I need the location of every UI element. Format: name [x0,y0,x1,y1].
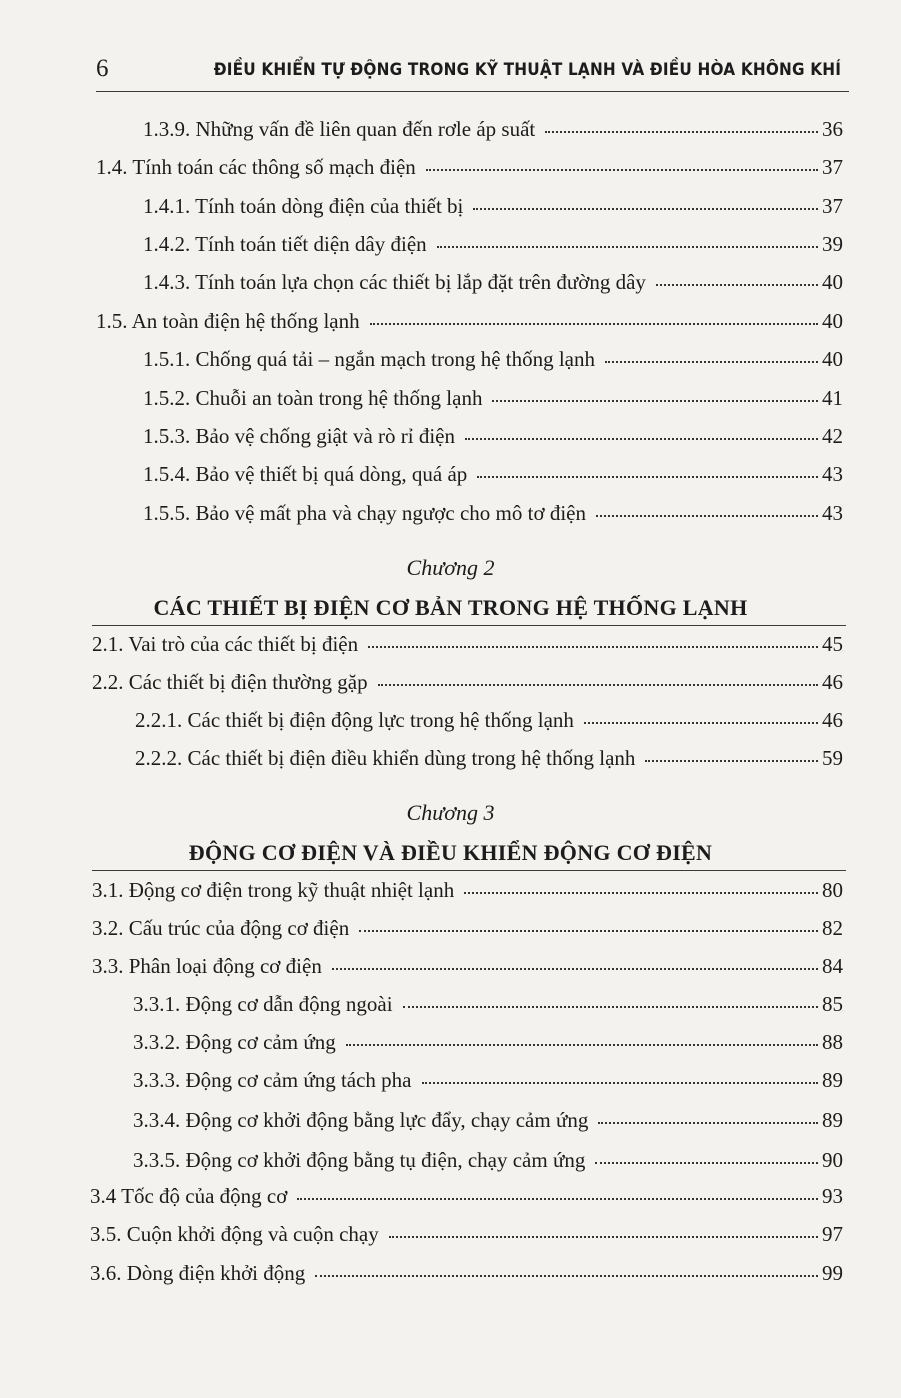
chapter-3-title[interactable]: ĐỘNG CƠ ĐIỆN VÀ ĐIỀU KHIỂN ĐỘNG CƠ ĐIỆN [188,840,713,865]
chapter-2-rule [92,625,846,626]
dot-leader [477,476,818,478]
toc-page-number: 40 [822,309,843,333]
toc-page-number: 43 [822,462,843,486]
header-rule [96,91,849,92]
toc-entry-title: 1.5.4. Bảo vệ thiết bị quá dòng, quá áp [143,462,468,486]
chapter-2-title[interactable]: CÁC THIẾT BỊ ĐIỆN CƠ BẢN TRONG HỆ THỐNG LẠNH [153,595,748,620]
toc-entry-title: 3.4 Tốc độ của động cơ [90,1184,288,1208]
toc-entry-title: 3.3.5. Động cơ khởi động bằng tụ điện, chạy cảm ứng [133,1148,586,1172]
toc-entry-title: 1.4.1. Tính toán dòng điện của thiết bị [143,194,464,218]
dot-leader [437,246,818,248]
toc-entry-1-4-2[interactable] [143,234,843,255]
dot-leader [389,1236,818,1238]
toc-page-number: 93 [822,1184,843,1208]
toc-entry-3-3-4[interactable] [133,1110,843,1131]
page-number: 6 [96,55,109,82]
toc-entry-3-5[interactable] [90,1224,843,1245]
toc-page-number: 84 [822,954,843,978]
toc-page-number: 41 [822,386,843,410]
toc-entry-1-5-5[interactable] [143,503,843,524]
toc-entry-3-3-5[interactable] [133,1150,843,1171]
toc-entry-title: 3.6. Dòng điện khởi động [90,1261,306,1285]
dot-leader [598,1122,818,1124]
toc-entry-3-1[interactable] [92,880,843,901]
toc-entry-title: 3.3.2. Động cơ cảm ứng [133,1030,336,1054]
toc-page-number: 37 [822,155,843,179]
dot-leader [368,646,818,648]
dot-leader [596,515,818,517]
dot-leader [332,968,818,970]
toc-entry-2-2-1[interactable] [135,710,843,731]
dot-leader [422,1082,819,1084]
toc-entry-title: 1.5.5. Bảo vệ mất pha và chạy ngược cho mô tơ điện [143,501,586,525]
toc-entry-title: 1.5.3. Bảo vệ chống giật và rò rỉ điện [143,424,456,448]
toc-entry-title: 2.2.1. Các thiết bị điện động lực trong hệ thống lạnh [135,708,574,732]
toc-page-number: 97 [822,1222,843,1246]
dot-leader [346,1044,818,1046]
dot-leader [359,930,818,932]
toc-entry-2-2-2[interactable] [135,748,843,769]
toc-entry-1-4-1[interactable] [143,196,843,217]
toc-entry-title: 3.2. Cấu trúc của động cơ điện [92,916,350,940]
toc-page-number: 37 [822,194,843,218]
dot-leader [370,323,818,325]
toc-page-number: 40 [822,270,843,294]
toc-page-number: 89 [822,1068,843,1092]
toc-entry-title: 3.3. Phân loại động cơ điện [92,954,322,978]
toc-page-number: 85 [822,992,843,1016]
toc-entry-title: 3.3.4. Động cơ khởi động bằng lực đẩy, chạy cảm ứng [133,1108,589,1132]
toc-entry-1-5[interactable] [96,311,843,332]
chapter-3-label: Chương 3 [406,800,495,825]
toc-entry-3-3-1[interactable] [133,994,843,1015]
toc-entry-3-6[interactable] [90,1263,843,1284]
toc-entry-2-2[interactable] [92,672,843,693]
toc-entry-title: 1.5.2. Chuỗi an toàn trong hệ thống lạnh [143,386,483,410]
toc-entry-3-3-3[interactable] [133,1070,843,1091]
toc-page-number: 43 [822,501,843,525]
chapter-2-label: Chương 2 [406,555,495,580]
toc-page-number: 88 [822,1030,843,1054]
toc-page-number: 59 [822,746,843,770]
toc-entry-title: 1.5.1. Chống quá tải – ngắn mạch trong hệ thống lạnh [143,347,596,371]
toc-page-number: 46 [822,708,843,732]
toc-entry-title: 3.3.3. Động cơ cảm ứng tách pha [133,1068,412,1092]
toc-page-number: 90 [822,1148,843,1172]
toc-entry-1-4-3[interactable] [143,272,843,293]
toc-entry-1-5-1[interactable] [143,349,843,370]
toc-entry-title: 3.3.1. Động cơ dẫn động ngoài [133,992,393,1016]
toc-entry-title: 2.2.2. Các thiết bị điện điều khiển dùng trong hệ thống lạnh [135,746,636,770]
toc-entry-title: 1.4.2. Tính toán tiết diện dây điện [143,232,427,256]
toc-page-number: 99 [822,1261,843,1285]
toc-page-number: 36 [822,117,843,141]
dot-leader [465,438,818,440]
toc-page-number: 45 [822,632,843,656]
toc-entry-2-1[interactable] [92,634,843,655]
toc-entry-title: 1.3.9. Những vấn đề liên quan đến rơle áp suất [143,117,536,141]
toc-page-number: 80 [822,878,843,902]
toc-page-number: 42 [822,424,843,448]
toc-entry-3-3[interactable] [92,956,843,977]
dot-leader [473,208,818,210]
toc-entry-1-5-3[interactable] [143,426,843,447]
toc-entry-3-4[interactable] [90,1186,843,1207]
toc-entry-1-5-2[interactable] [143,388,843,409]
dot-leader [545,131,818,133]
dot-leader [426,169,818,171]
toc-entry-title: 3.5. Cuộn khởi động và cuộn chạy [90,1222,379,1246]
dot-leader [605,361,818,363]
dot-leader [645,760,818,762]
toc-entry-title: 1.5. An toàn điện hệ thống lạnh [96,309,360,333]
toc-page-number: 39 [822,232,843,256]
toc-entry-3-3-2[interactable] [133,1032,843,1053]
toc-page-number: 46 [822,670,843,694]
dot-leader [492,400,818,402]
running-title: ĐIỀU KHIỂN TỰ ĐỘNG TRONG KỸ THUẬT LẠNH VÀ ĐIỀU HÒA KHÔNG KHÍ [213,60,841,80]
toc-entry-title: 1.4.3. Tính toán lựa chọn các thiết bị lắp đặt trên đường dây [143,270,646,294]
dot-leader [595,1162,818,1164]
toc-entry-title: 1.4. Tính toán các thông số mạch điện [96,155,416,179]
dot-leader [656,284,818,286]
chapter-3-rule [92,870,846,871]
toc-page-number: 89 [822,1108,843,1132]
dot-leader [584,722,818,724]
dot-leader [403,1006,818,1008]
dot-leader [297,1198,818,1200]
dot-leader [464,892,818,894]
toc-entry-1-4[interactable] [96,157,843,178]
toc-entry-1-5-4[interactable] [143,464,843,485]
toc-page-number: 40 [822,347,843,371]
toc-entry-title: 2.1. Vai trò của các thiết bị điện [92,632,359,656]
toc-entry-3-2[interactable] [92,918,843,939]
toc-entry-title: 2.2. Các thiết bị điện thường gặp [92,670,368,694]
dot-leader [315,1275,818,1277]
toc-entry-1-3-9[interactable] [143,119,843,140]
dot-leader [378,684,818,686]
toc-entry-title: 3.1. Động cơ điện trong kỹ thuật nhiệt lạnh [92,878,455,902]
toc-page-number: 82 [822,916,843,940]
